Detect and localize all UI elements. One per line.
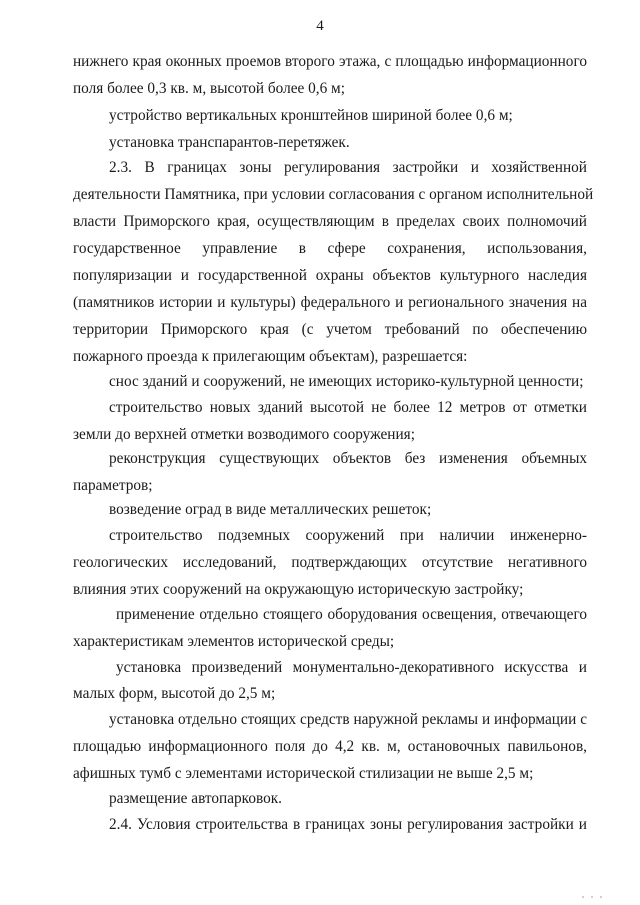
text-line: 2.4. Условия строительства в границах зоны регулирования застройки и — [109, 816, 587, 833]
text-line: малых форм, высотой до 2,5 м; — [73, 685, 276, 702]
text-line: государственное управление в сфере сохранения, использования, — [73, 240, 587, 257]
text-line: установка транспарантов-перетяжек. — [109, 134, 350, 151]
text-line: афишных тумб с элементами исторической стилизации не выше 2,5 м; — [73, 765, 534, 782]
text-line: реконструкция существующих объектов без изменения объемных — [109, 450, 587, 467]
text-line: власти Приморского края, осуществляющим в пределах своих полномочий — [73, 213, 587, 230]
text-line: земли до верхней отметки возводимого сооружения; — [73, 426, 415, 443]
text-line: поля более 0,3 кв. м, высотой более 0,6 м; — [73, 80, 345, 97]
text-line: площадью информационного поля до 4,2 кв. м, остановочных павильонов, — [73, 738, 587, 755]
text-line: популяризации и государственной охраны объектов культурного наследия — [73, 267, 587, 284]
text-line: геологических исследований, подтверждающих отсутствие негативного — [73, 554, 587, 571]
text-line: деятельности Памятника, при условии согласования с органом исполнительной — [73, 186, 594, 203]
text-line: нижнего края оконных проемов второго этажа, с площадью информационного — [73, 53, 587, 70]
text-line: размещение автопарковок. — [109, 790, 283, 807]
scan-dots — [582, 885, 622, 895]
text-line: возведение оград в виде металлических решеток; — [109, 501, 432, 518]
text-line: параметров; — [73, 477, 153, 494]
text-line: 2.3. В границах зоны регулирования застройки и хозяйственной — [109, 159, 587, 176]
text-line: строительство подземных сооружений при наличии инженерно- — [109, 527, 587, 544]
text-line: снос зданий и сооружений, не имеющих историко-культурной ценности; — [109, 373, 584, 390]
text-line: территории Приморского края (с учетом требований по обеспечению — [73, 321, 587, 338]
text-line: строительство новых зданий высотой не более 12 метров от отметки — [109, 399, 587, 416]
page-number: 4 — [316, 18, 324, 34]
text-line: устройство вертикальных кронштейнов шириной более 0,6 м; — [109, 107, 513, 124]
text-line: установка отдельно стоящих средств наружной рекламы и информации с — [109, 711, 587, 728]
text-line: применение отдельно стоящего оборудования освещения, отвечающего — [116, 606, 587, 623]
text-line: (памятников истории и культуры) федерального и регионального значения на — [73, 294, 587, 311]
text-line: пожарного проезда к прилегающим объектам), разрешается: — [73, 348, 468, 365]
text-line: характеристикам элементов исторической среды; — [73, 633, 395, 650]
text-line: установка произведений монументально-декоративного искусства и — [116, 659, 587, 676]
text-line: влияния этих сооружений на окружающую историческую застройку; — [73, 581, 524, 598]
